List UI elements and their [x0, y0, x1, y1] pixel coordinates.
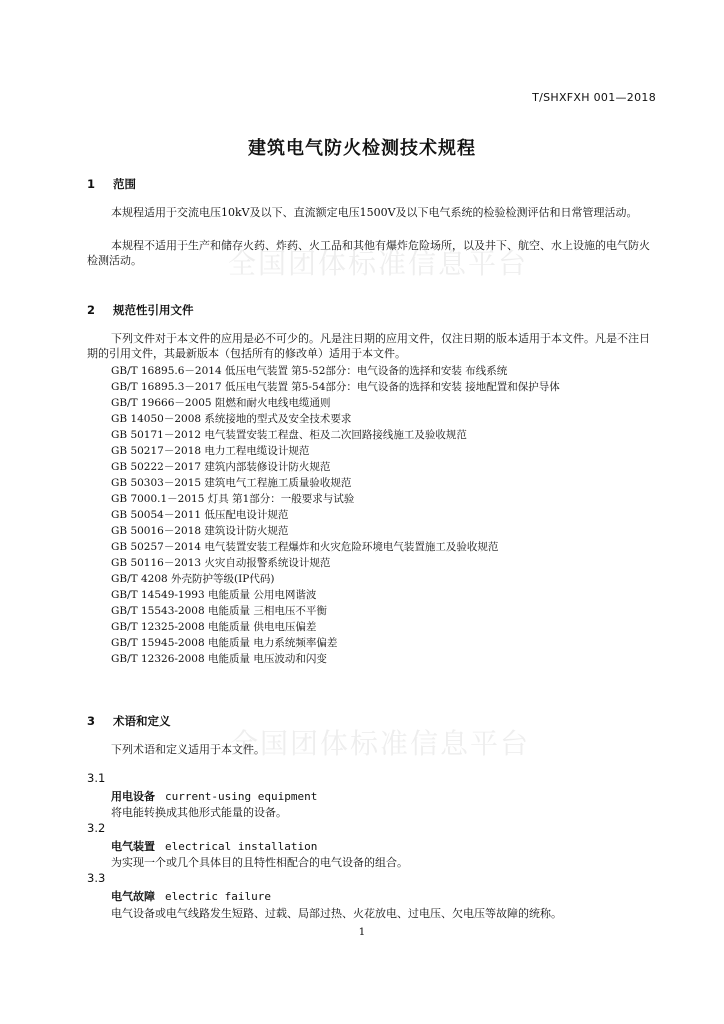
reference-item: GB 50303－2015 建筑电气工程施工质量验收规范 [111, 477, 352, 489]
paragraph: 本规程适用于交流电压10kV及以下、直流额定电压1500V及以下电气系统的检验检测评估和日常管理活动。 [111, 206, 638, 219]
reference-item: GB 50116－2013 火灾自动报警系统设计规范 [111, 557, 331, 569]
section-number: 2 [87, 303, 96, 317]
section-heading [87, 713, 171, 729]
term-name [111, 888, 271, 904]
reference-item: GB/T 14549-1993 电能质量 公用电网谐波 [111, 589, 317, 601]
reference-item: GB 50054－2011 低压配电设计规范 [111, 509, 289, 521]
term-name-en: electrical installation [165, 840, 318, 853]
term-definition: 将电能转换成其他形式能量的设备。 [111, 806, 287, 819]
term-name-en: current-using equipment [165, 790, 318, 803]
term-definition: 为实现一个或几个具体目的且特性相配合的电气设备的组合。 [111, 856, 408, 869]
reference-item: GB 50222－2017 建筑内部装修设计防火规范 [111, 461, 331, 473]
reference-item: GB 50016－2018 建筑设计防火规范 [111, 525, 289, 537]
term-name [111, 788, 317, 804]
reference-item: GB 50257－2014 电气装置安装工程爆炸和火灾危险环境电气装置施工及验收规范 [111, 541, 499, 553]
term-definition: 电气设备或电气线路发生短路、过载、局部过热、火花放电、过电压、欠电压等故障的统称。 [111, 907, 562, 920]
reference-list [111, 363, 560, 667]
reference-item: GB 7000.1－2015 灯具 第1部分：一般要求与试验 [111, 493, 355, 505]
term-number: 3.1 [87, 771, 106, 785]
section-title: 规范性引用文件 [113, 303, 194, 317]
reference-item: GB/T 16895.6－2014 低压电气装置 第5-52部分：电气设备的选择和安装 布线系统 [111, 365, 508, 377]
reference-item: GB/T 12326-2008 电能质量 电压波动和闪变 [111, 653, 327, 665]
document-code: T/SHXFXH 001—2018 [532, 91, 656, 104]
paragraph: 下列文件对于本文件的应用是必不可少的。凡是注日期的应用文件，仅注日期的版本适用于本文件。凡是不注日期的引用文件，其最新版本（包括所有的修改单）适用于本文件。 [87, 332, 650, 360]
paragraph: 下列术语和定义适用于本文件。 [111, 743, 265, 756]
reference-item: GB/T 4208 外壳防护等级(IP代码) [111, 573, 275, 585]
reference-item: GB/T 16895.3－2017 低压电气装置 第5-54部分：电气设备的选择和安装 接地配置和保护导体 [111, 381, 560, 393]
document-title: 建筑电气防火检测技术规程 [248, 138, 476, 159]
paragraph: 本规程不适用于生产和储存火药、炸药、火工品和其他有爆炸危险场所，以及井下、航空、水上设施的电气防火检测活动。 [87, 239, 650, 267]
term-name [111, 838, 317, 854]
term-number: 3.2 [87, 821, 106, 835]
term-number: 3.3 [87, 871, 106, 885]
reference-item: GB 50217－2018 电力工程电缆设计规范 [111, 445, 310, 457]
reference-item: GB/T 19666－2005 阻燃和耐火电线电缆通则 [111, 397, 331, 409]
section-title: 术语和定义 [113, 714, 171, 728]
section-number: 3 [87, 714, 96, 728]
watermark: 全国团体标准信息平台 [228, 247, 529, 280]
section-heading [87, 302, 194, 318]
reference-item: GB 50171－2012 电气装置安装工程盘、柜及二次回路接线施工及验收规范 [111, 429, 467, 441]
term-name-zh: 用电设备 [111, 790, 155, 803]
term-name-en: electric failure [165, 890, 271, 903]
term-name-zh: 电气装置 [111, 840, 155, 853]
term-name-zh: 电气故障 [111, 890, 155, 903]
reference-item: GB/T 12325-2008 电能质量 供电电压偏差 [111, 621, 317, 633]
section-number: 1 [87, 177, 96, 191]
page-number: 1 [358, 926, 366, 938]
reference-item: GB/T 15945-2008 电能质量 电力系统频率偏差 [111, 637, 338, 649]
reference-item: GB 14050－2008 系统接地的型式及安全技术要求 [111, 413, 352, 425]
section-title: 范围 [113, 177, 136, 191]
section-heading [87, 176, 136, 192]
reference-item: GB/T 15543-2008 电能质量 三相电压不平衡 [111, 605, 327, 617]
watermark: 全国团体标准信息平台 [230, 727, 531, 760]
